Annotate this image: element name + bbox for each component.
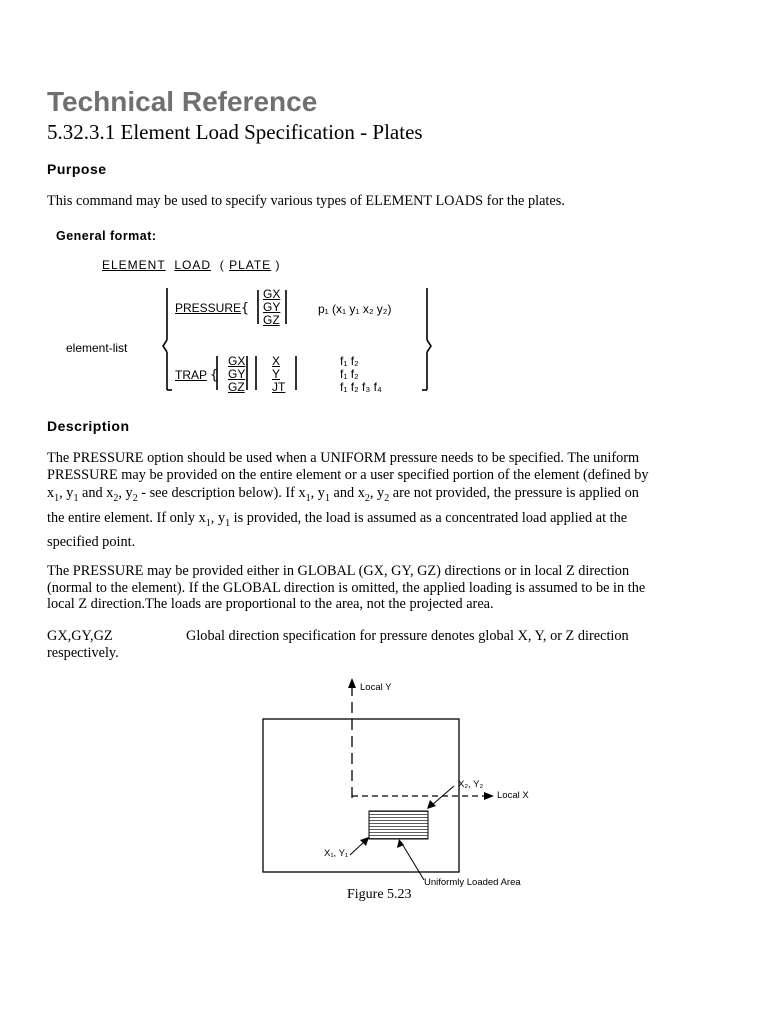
- trap-params-row1: f₁ f₂: [340, 354, 359, 368]
- pressure-gx: GX: [263, 287, 281, 301]
- trap-y: Y: [272, 367, 281, 381]
- trap-params-row2: f₁ f₂: [340, 367, 359, 381]
- uniformly-loaded-area: [369, 811, 428, 839]
- element-boundary: [263, 719, 459, 872]
- desc-p1-line2: PRESSURE may be provided on the entire element or a user specified portion of the element (defined by: [47, 466, 649, 483]
- desc-p2-line1: The PRESSURE may be provided either in GLOBAL (GX, GY, GZ) directions or in local Z direction: [47, 563, 630, 579]
- desc-p1-line4: the entire element. If only $x_1$, $y_1$ is provided, the load is assumed as a concentrated load applied at the: [47, 509, 628, 529]
- format-command: [102, 258, 281, 272]
- loaded-area-arrowhead: [397, 839, 404, 848]
- x1y1-leader: [350, 841, 365, 855]
- general-format-label: General format:: [56, 229, 157, 243]
- fig-x1y1-label: X₁, Y₁: [324, 848, 349, 859]
- section-title: 5.32.3.1 Element Load Specification - Plates: [47, 120, 423, 144]
- element-list-label: element-list: [66, 341, 128, 355]
- fig-local-y-label: Local Y: [360, 682, 392, 693]
- term-label: GX,GY,GZ: [47, 628, 113, 644]
- term-definition: [47, 628, 717, 661]
- cmd-load: LOAD: [174, 258, 212, 272]
- local-x-arrowhead: [484, 792, 494, 800]
- trap-keyword: TRAP {: [175, 368, 218, 383]
- pressure-gz: GZ: [263, 313, 280, 327]
- trap-gx: GX: [228, 354, 246, 368]
- cmd-element: ELEMENT: [102, 258, 166, 272]
- trap-label: TRAP: [175, 368, 207, 382]
- fig-loaded-area-label: Uniformly Loaded Area: [424, 877, 521, 888]
- purpose-text: This command may be used to specify various types of ELEMENT LOADS for the plates.: [47, 193, 565, 209]
- description-paragraph-1: [47, 450, 717, 551]
- trap-gy: GY: [228, 367, 246, 381]
- trap-directions: [228, 355, 245, 394]
- fig-local-x-label: Local X: [497, 790, 529, 801]
- desc-p1-line1: The PRESSURE option should be used when a UNIFORM pressure needs to be specified. The uniform: [47, 450, 640, 466]
- desc-p1-line3: $x_1$, $y_1$ and $x_2$, $y_2$ - see description below). If $x_1$, $y_1$ and $x_2$, $y_2$ are not provided, the pressure is applied on: [47, 485, 639, 504]
- trap-jt: JT: [272, 380, 286, 394]
- cmd-paren-open: (: [219, 258, 225, 272]
- desc-p2-line2: (normal to the element). If the GLOBAL direction is omitted, the applied loading is assumed to be in the: [47, 579, 646, 596]
- pressure-directions: [263, 288, 280, 327]
- pressure-params: p₁ (x₁ y₁ x₂ y₂): [318, 302, 392, 316]
- trap-params: [340, 355, 382, 394]
- figure-5-23-diagram: [262, 675, 542, 890]
- page-header-title: Technical Reference: [47, 86, 318, 117]
- desc-p2-line3: local Z direction.The loads are proportional to the area, not the projected area.: [47, 596, 494, 612]
- cmd-plate: PLATE: [229, 258, 272, 272]
- description-heading: Description: [47, 418, 130, 434]
- trap-gz: GZ: [228, 380, 245, 394]
- purpose-heading: Purpose: [47, 161, 107, 177]
- pressure-label: PRESSURE: [175, 301, 242, 315]
- trap-axes: [272, 355, 285, 394]
- description-paragraph-2: [47, 563, 717, 613]
- local-y-arrowhead: [348, 678, 356, 688]
- trap-x: X: [272, 354, 281, 368]
- term-def-line2: respectively.: [47, 644, 119, 661]
- x2y2-arrowhead: [427, 800, 436, 809]
- figure-caption: Figure 5.23: [347, 887, 412, 902]
- term-def: Global direction specification for pressure denotes global X, Y, or Z direction: [186, 628, 629, 644]
- cmd-paren-close: ): [275, 258, 281, 272]
- pressure-gy: GY: [263, 300, 281, 314]
- trap-params-row3: f₁ f₂ f₃ f₄: [340, 380, 382, 394]
- desc-p1-line5: specified point.: [47, 534, 136, 550]
- fig-x2y2-label: X₂, Y₂: [458, 779, 484, 790]
- pressure-keyword: PRESSURE{: [175, 301, 249, 316]
- loaded-area-leader: [401, 842, 424, 880]
